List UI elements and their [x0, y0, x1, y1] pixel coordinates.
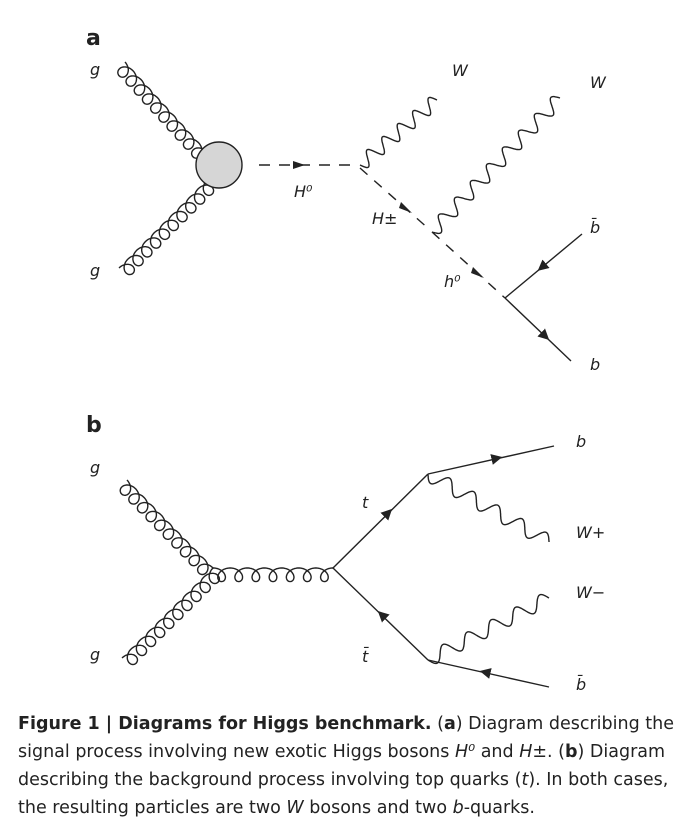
label-tbar: t̄	[362, 647, 369, 666]
gluon-top-b	[120, 480, 213, 575]
h0-arrow	[471, 267, 484, 278]
label-b-b: b	[576, 432, 587, 451]
b-line-b	[428, 446, 554, 474]
caption-b-text-1: Diagram describing the background process involving top quarks (	[18, 742, 666, 790]
caption-title: Figure 1 | Diagrams for Higgs benchmark.	[18, 714, 432, 734]
label-gluon-top-b: g	[90, 458, 101, 477]
effective-vertex-blob	[196, 142, 242, 188]
H0-arrow	[293, 161, 305, 169]
label-gluon-bottom-b: g	[90, 645, 101, 664]
W-plus-boson	[428, 474, 549, 542]
antitop-quark-line	[333, 568, 428, 660]
gluon-bottom-a	[119, 180, 214, 275]
caption-b-text-2: ). In both cases, the resulting particles are two	[18, 770, 669, 818]
caption-b-text-4: -quarks.	[463, 798, 535, 818]
h0-propagator	[432, 232, 505, 298]
gluon-propagator-b	[213, 568, 333, 582]
caption-b-t: t	[521, 770, 529, 790]
figure-caption: Figure 1 | Diagrams for Higgs benchmark. (a) Diagram describing the signal process involving new exotic Higgs bosons H⁰ and H±. (b) Diagram describing the background process involving top quarks (t). In both cases, the resulting particles are two W bosons and two b-quarks.	[18, 714, 674, 818]
caption-a-H0: H⁰	[454, 742, 476, 762]
caption-a-label: a	[443, 714, 456, 734]
label-bbar-a: b̄	[590, 218, 601, 237]
bbar-line-b	[428, 660, 549, 687]
label-gluon-bottom-a: g	[90, 261, 101, 280]
gluon-bottom-b	[122, 568, 219, 665]
label-Wminus: W−	[576, 583, 606, 602]
label-h0: h⁰	[444, 272, 461, 291]
W-minus-boson	[428, 595, 549, 664]
caption-b-W: W	[286, 798, 304, 818]
caption-b-text-3: bosons and two	[303, 798, 453, 818]
label-Hpm: H±	[372, 209, 398, 228]
label-W-a-1: W	[452, 61, 468, 80]
label-b-a: b	[590, 355, 601, 374]
label-Wplus: W+	[576, 523, 606, 542]
top-quark-line	[333, 474, 428, 568]
caption-b-b: b	[452, 798, 464, 818]
panel-a-label: a	[86, 26, 101, 51]
caption-a-and: and	[475, 742, 520, 762]
b-line-a	[505, 298, 571, 361]
label-gluon-top-a: g	[90, 60, 101, 79]
panel-b	[86, 413, 605, 694]
panel-a	[86, 26, 607, 374]
W-boson-a-1	[360, 98, 437, 168]
Hpm-arrow	[399, 202, 412, 213]
caption-a-end: .	[547, 742, 559, 762]
label-t: t	[362, 493, 369, 512]
gluon-top-a	[118, 62, 207, 158]
label-H0: H⁰	[294, 182, 313, 201]
W-boson-a-2	[432, 97, 560, 234]
label-W-a-2: W	[590, 73, 606, 92]
bbar-line-a	[505, 234, 582, 298]
label-bbar-b: b̄	[576, 675, 587, 694]
panel-b-label: b	[86, 413, 102, 438]
caption-a-text: Diagram describing the signal process involving new exotic Higgs bosons	[18, 714, 674, 762]
caption-a-Hpm: H±	[519, 742, 548, 762]
caption-b-label: b	[565, 742, 578, 762]
